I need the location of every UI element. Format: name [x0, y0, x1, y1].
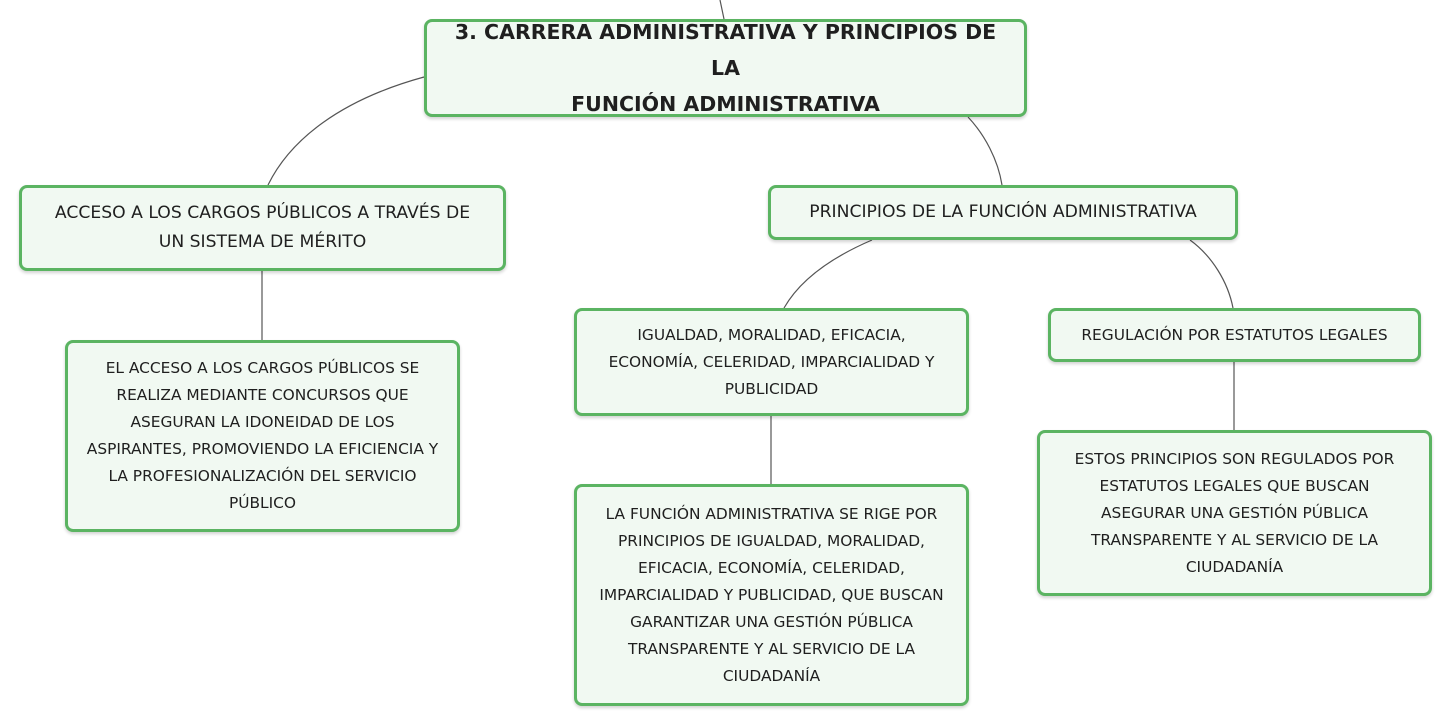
topic-line: REALIZA MEDIANTE CONCURSOS QUE [116, 386, 409, 404]
topic-line: TRANSPARENTE Y AL SERVICIO DE LA [628, 639, 915, 658]
connector-root-to-acceso [268, 77, 424, 185]
topic-line: PÚBLICO [228, 494, 297, 512]
topic-acceso-cargos-detalle-text [87, 355, 438, 517]
topic-line: LA PROFESIONALIZACIÓN DEL SERVICIO [108, 467, 417, 485]
topic-line: PUBLICIDAD [724, 379, 819, 398]
topic-line: IGUALDAD, MORALIDAD, EFICACIA, [637, 325, 906, 344]
topic-line: TRANSPARENTE Y AL SERVICIO DE LA [1091, 530, 1378, 549]
topic-line: ASEGURAN LA IDONEIDAD DE LOS [130, 413, 395, 431]
topic-line: ASEGURAR UNA GESTIÓN PÚBLICA [1101, 503, 1368, 522]
topic-funcion-administrativa-detalle-text [599, 501, 943, 690]
topic-line: ESTOS PRINCIPIOS SON REGULADOS POR [1074, 449, 1395, 468]
root-topic-line: 3. CARRERA ADMINISTRATIVA Y PRINCIPIOS DE LA [454, 20, 997, 80]
topic-line: EFICACIA, ECONOMÍA, CELERIDAD, [638, 558, 905, 577]
topic-estatutos-detalle-text [1075, 446, 1395, 581]
topic-line: ESTATUTOS LEGALES QUE BUSCAN [1099, 476, 1370, 495]
topic-regulacion-estatutos-text [1081, 322, 1387, 349]
topic-igualdad-moralidad-text [609, 322, 935, 403]
topic-line: PRINCIPIOS DE IGUALDAD, MORALIDAD, [618, 531, 925, 550]
topic-line: CIUDADANÍA [722, 666, 821, 685]
topic-line: REGULACIÓN POR ESTATUTOS LEGALES [1081, 325, 1388, 344]
topic-line: ECONOMÍA, CELERIDAD, IMPARCIALIDAD Y [608, 352, 935, 371]
root-topic-line: FUNCIÓN ADMINISTRATIVA [571, 92, 880, 116]
connector-root-to-principios [968, 117, 1002, 185]
root-topic-text [441, 14, 1010, 122]
topic-principios-funcion[interactable] [768, 185, 1238, 240]
topic-estatutos-detalle[interactable] [1037, 430, 1432, 596]
topic-igualdad-moralidad[interactable] [574, 308, 969, 416]
root-topic-node[interactable] [424, 19, 1027, 117]
topic-line: LA FUNCIÓN ADMINISTRATIVA SE RIGE POR [605, 504, 938, 523]
topic-line: IMPARCIALIDAD Y PUBLICIDAD, QUE BUSCAN [599, 585, 944, 604]
topic-acceso-cargos-detalle[interactable] [65, 340, 460, 532]
topic-line: EL ACCESO A LOS CARGOS PÚBLICOS SE [105, 359, 420, 377]
connector-principios-to-regulacion [1190, 240, 1233, 308]
topic-acceso-cargos[interactable] [19, 185, 506, 271]
topic-line: ASPIRANTES, PROMOVIENDO LA EFICIENCIA Y [86, 440, 439, 458]
topic-regulacion-estatutos[interactable] [1048, 308, 1421, 362]
topic-principios-funcion-text [809, 198, 1197, 227]
topic-line: ACCESO A LOS CARGOS PÚBLICOS A TRAVÉS DE [54, 203, 471, 223]
topic-line: CIUDADANÍA [1185, 557, 1284, 576]
topic-acceso-cargos-text [55, 199, 470, 257]
topic-line: PRINCIPIOS DE LA FUNCIÓN ADMINISTRATIVA [809, 202, 1197, 222]
connector-principios-to-igualdad [784, 240, 872, 308]
topic-line: UN SISTEMA DE MÉRITO [158, 232, 367, 252]
topic-line: GARANTIZAR UNA GESTIÓN PÚBLICA [630, 612, 913, 631]
topic-funcion-administrativa-detalle[interactable] [574, 484, 969, 706]
